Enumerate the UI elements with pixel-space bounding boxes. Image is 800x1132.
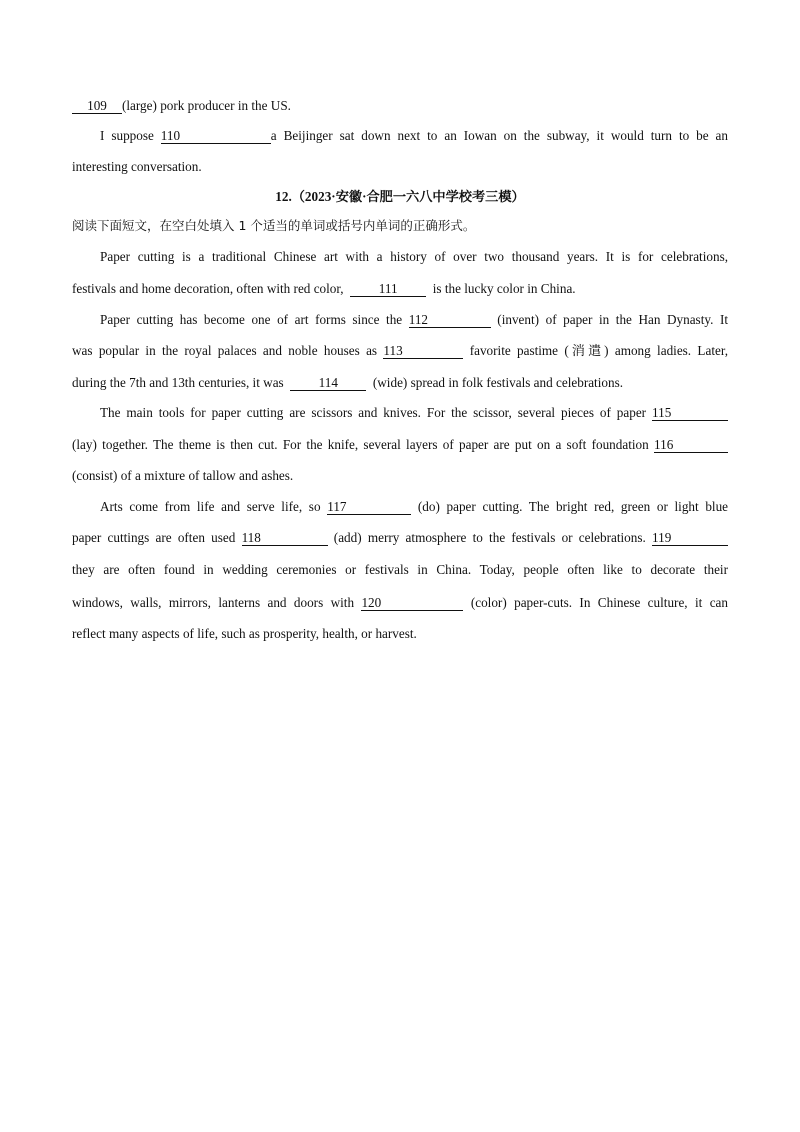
answer-blank-112[interactable]: 112 xyxy=(409,313,491,328)
prev-line-1: 109 (large) pork producer in the US. xyxy=(72,97,728,115)
question-title: 12.（2023·安徽·合肥一六八中学校考三模） xyxy=(275,189,525,204)
answer-blank-117[interactable]: 117 xyxy=(327,500,411,515)
passage-line: (consist) of a mixture of tallow and ashes. xyxy=(72,468,294,483)
prev-line-2: I suppose 110 a Beijinger sat down next to an Iowan on the subway, it would turn to be an xyxy=(100,128,728,143)
answer-blank-118[interactable]: 118 xyxy=(242,531,328,546)
answer-blank-115[interactable]: 115 xyxy=(652,406,728,421)
answer-blank-109[interactable]: 109 xyxy=(72,99,122,114)
passage-line: they are often found in wedding ceremonies or festivals in China. Today, people often like to decorate their xyxy=(72,562,728,577)
question-instruction: 阅读下面短文，在空白处填入 1 个适当的单词或括号内单词的正确形式。 xyxy=(72,218,476,233)
passage-line: was popular in the royal palaces and noble houses as 113 favorite pastime (消遣) among ladies. Later, xyxy=(72,343,729,358)
passage-line: Paper cutting is a traditional Chinese art with a history of over two thousand years. It is for celebrations, xyxy=(100,249,728,264)
passage-line: reflect many aspects of life, such as prosperity, health, or harvest. xyxy=(72,626,417,641)
answer-blank-110[interactable]: 110 xyxy=(161,129,271,144)
passage-line: during the 7th and 13th centuries, it was 114 (wide) spread in folk festivals and celebrations. xyxy=(72,375,624,390)
answer-blank-114[interactable]: 114 xyxy=(290,376,366,391)
passage-line: Arts come from life and serve life, so 117 (do) paper cutting. The bright red, green or light blue xyxy=(100,499,729,514)
passage-line: paper cuttings are often used 118 (add) merry atmosphere to the festivals or celebrations. 119 xyxy=(72,529,728,547)
answer-blank-120[interactable]: 120 xyxy=(361,596,463,611)
passage-line: windows, walls, mirrors, lanterns and doors with 120 (color) paper-cuts. In Chinese culture, it can xyxy=(72,595,728,610)
passage-line: The main tools for paper cutting are scissors and knives. For the scissor, several pieces of paper 115 xyxy=(72,404,728,422)
answer-blank-111[interactable]: 111 xyxy=(350,282,426,297)
prev-line-3: interesting conversation. xyxy=(72,159,202,174)
passage-line: festivals and home decoration, often with red color, 111 is the lucky color in China. xyxy=(72,281,576,296)
passage-line: (lay) together. The theme is then cut. For the knife, several layers of paper are put on a soft foundation 116 xyxy=(72,436,728,454)
answer-blank-116[interactable]: 116 xyxy=(654,438,728,453)
passage-line: Paper cutting has become one of art forms since the 112 (invent) of paper in the Han Dynasty. It xyxy=(100,312,729,327)
answer-blank-119[interactable]: 119 xyxy=(652,531,728,546)
answer-blank-113[interactable]: 113 xyxy=(383,344,463,359)
